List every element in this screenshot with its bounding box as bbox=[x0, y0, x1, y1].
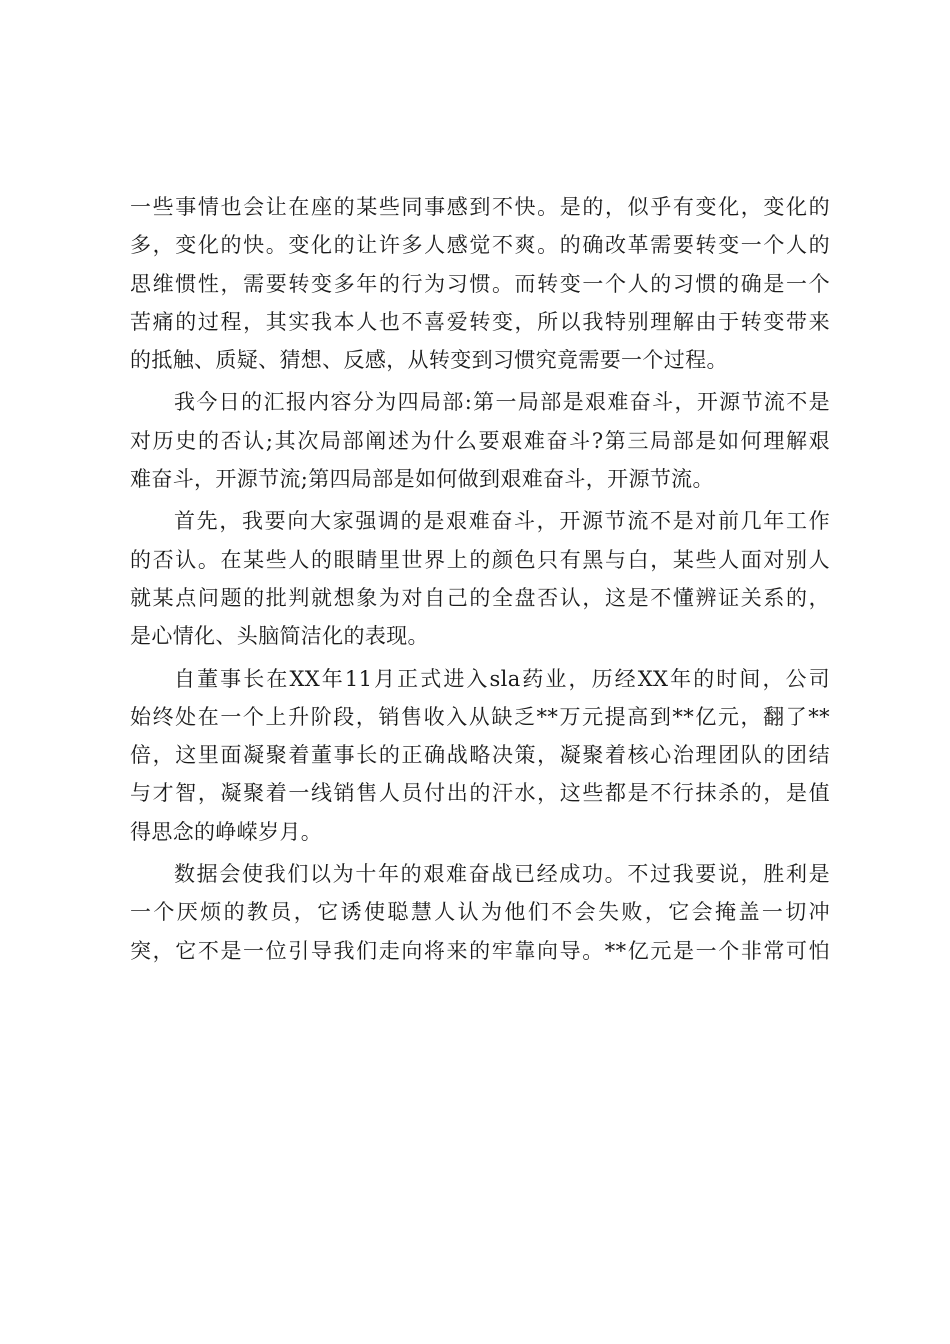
text-line: 是心情化、头脑简洁化的表现。 bbox=[130, 624, 429, 649]
text-line: 一些事情也会让在座的某些同事感到不快。是的，似乎有变化，变化的 bbox=[130, 195, 830, 219]
paragraph-5 bbox=[130, 855, 830, 970]
text-line: 首先，我要向大家强调的是艰难奋斗，开源节流不是对前几年工作 bbox=[174, 509, 830, 534]
text-line: 突，它不是一位引导我们走向将来的牢靠向导。**亿元是一个非常可怕 bbox=[130, 938, 830, 963]
text-line: 一个厌烦的教员，它诱使聪慧人认为他们不会失败，它会掩盖一切冲 bbox=[130, 900, 830, 925]
paragraph-4 bbox=[130, 660, 830, 851]
document-body bbox=[130, 188, 830, 974]
text-line: 倍，这里面凝聚着董事长的正确战略决策，凝聚着核心治理团队的团结 bbox=[130, 743, 830, 768]
text-line: 苦痛的过程，其实我本人也不喜爱转变，所以我特别理解由于转变带来 bbox=[130, 309, 830, 334]
text-line: 难奋斗，开源节流;第四局部是如何做到艰难奋斗，开源节流。 bbox=[130, 467, 714, 492]
text-line: 我今日的汇报内容分为四局部:第一局部是艰难奋斗，开源节流不是 bbox=[174, 390, 830, 415]
text-line: 就某点问题的批判就想象为对自己的全盘否认，这是不懂辨证关系的， bbox=[130, 585, 830, 610]
paragraph-2 bbox=[130, 383, 830, 498]
text-line: 的否认。在某些人的眼睛里世界上的颜色只有黑与白，某些人面对别人 bbox=[130, 547, 830, 572]
text-line: 与才智，凝聚着一线销售人员付出的汗水，这些都是不行抹杀的，是值 bbox=[130, 781, 830, 806]
paragraph-1 bbox=[130, 188, 830, 379]
text-line: 得思念的峥嵘岁月。 bbox=[130, 819, 323, 844]
text-line: 自董事长在XX年11月正式进入sla药业，历经XX年的时间，公司 bbox=[174, 666, 830, 691]
text-line: 思维惯性，需要转变多年的行为习惯。而转变一个人的习惯的确是一个 bbox=[130, 271, 830, 296]
text-line: 对历史的否认;其次局部阐述为什么要艰难奋斗?第三局部是如何理解艰 bbox=[130, 428, 830, 453]
text-line: 的抵触、质疑、猜想、反感，从转变到习惯究竟需要一个过程。 bbox=[130, 348, 728, 373]
paragraph-3 bbox=[130, 502, 830, 655]
text-line: 数据会使我们以为十年的艰难奋战已经成功。不过我要说，胜利是 bbox=[174, 862, 830, 887]
text-line: 始终处在一个上升阶段，销售收入从缺乏**万元提高到**亿元，翻了** bbox=[130, 704, 830, 729]
text-line: 多，变化的快。变化的让许多人感觉不爽。的确改革需要转变一个人的 bbox=[130, 233, 830, 258]
